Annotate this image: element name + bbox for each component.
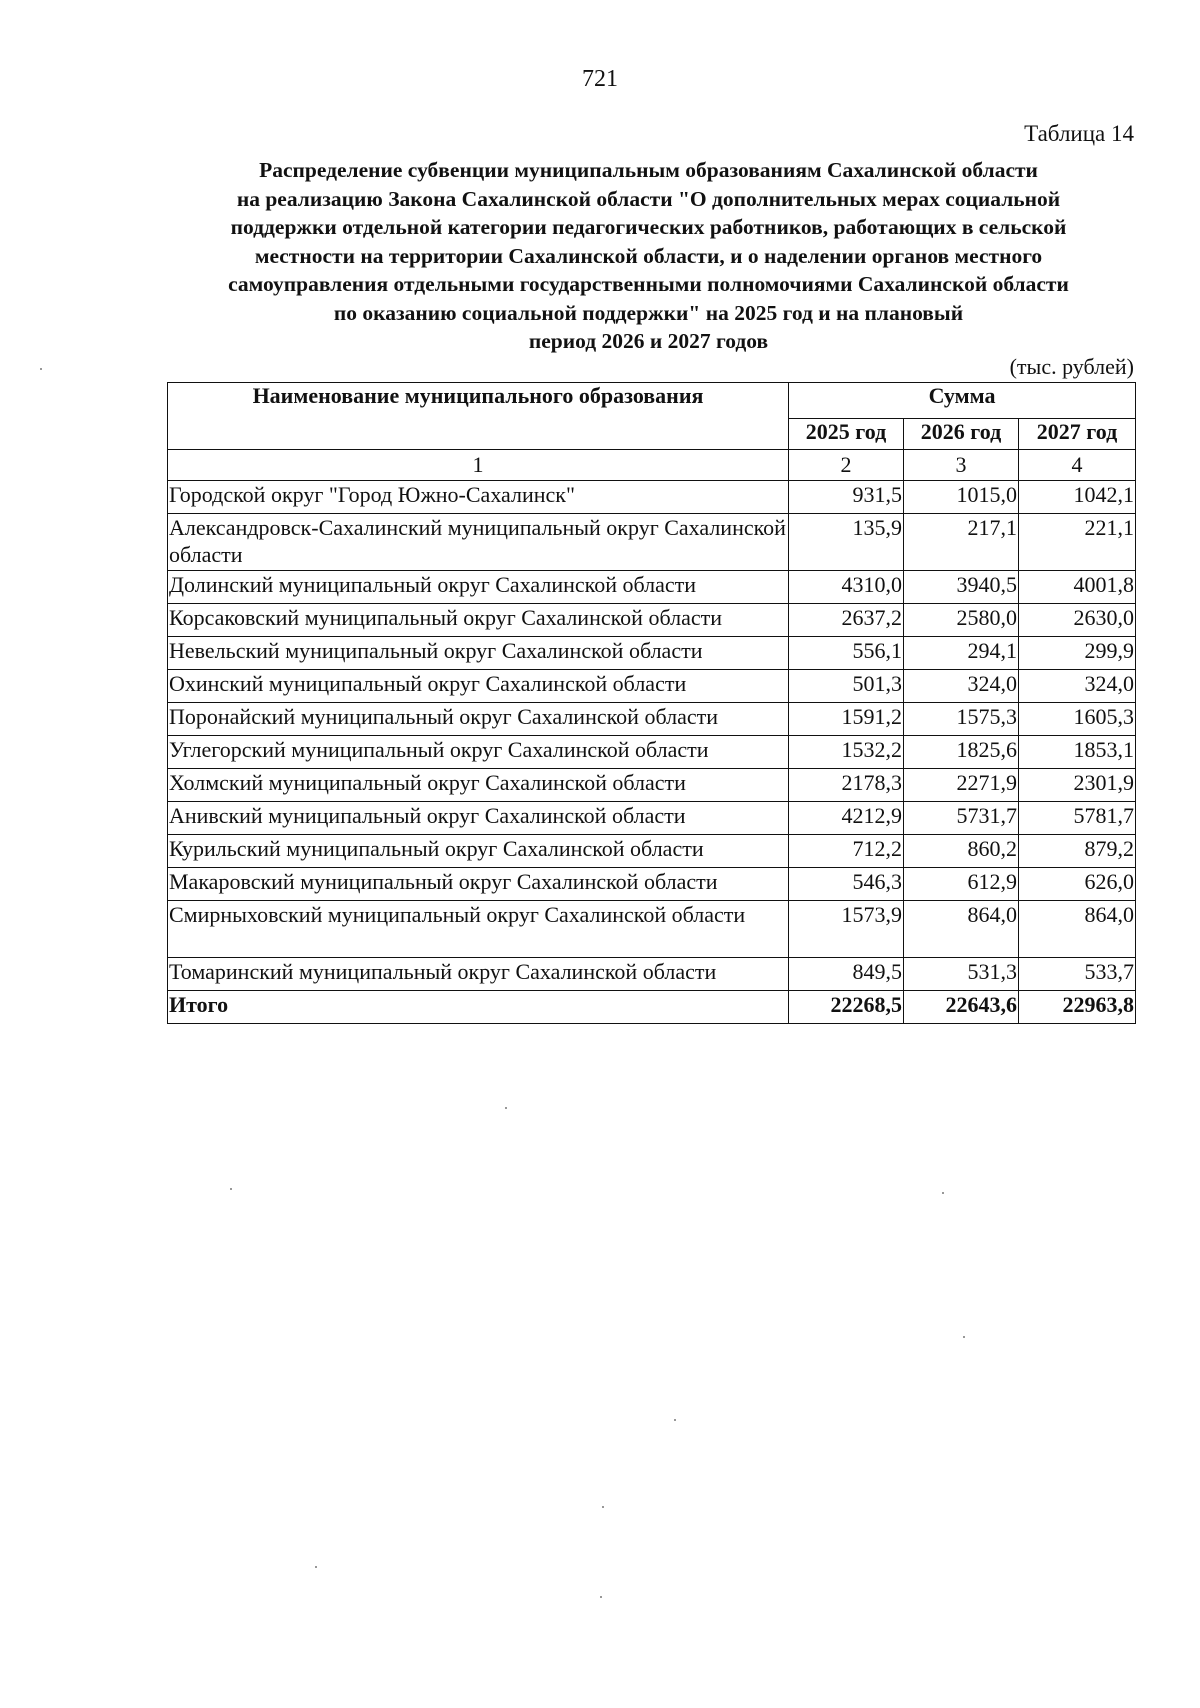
value-2026: 860,2 [904,835,1019,868]
scan-speck [600,1596,602,1598]
value-2027: 626,0 [1019,868,1136,901]
value-2027: 1042,1 [1019,481,1136,514]
column-number: 3 [904,450,1019,481]
value-2027: 864,0 [1019,901,1136,958]
value-2026: 1575,3 [904,703,1019,736]
value-2026: 2271,9 [904,769,1019,802]
scan-speck [315,1566,317,1568]
value-2027: 5781,7 [1019,802,1136,835]
title-line: Распределение субвенции муниципальным образованиям Сахалинской области [259,158,1038,182]
value-2027: 4001,8 [1019,571,1136,604]
table-row [168,637,1136,670]
value-2026: 217,1 [904,514,1019,571]
total-row [168,991,1136,1024]
value-2025: 931,5 [789,481,904,514]
value-2025: 2637,2 [789,604,904,637]
value-2025: 4212,9 [789,802,904,835]
value-2026: 2580,0 [904,604,1019,637]
value-2026: 1825,6 [904,736,1019,769]
value-2025: 4310,0 [789,571,904,604]
table-row [168,835,1136,868]
title-line: самоуправления отдельными государственными полномочиями Сахалинской области [228,272,1069,296]
municipality-name: Поронайский муниципальный округ Сахалинской области [168,703,789,736]
title-line: по оказанию социальной поддержки" на 2025 год и на плановый [333,300,964,325]
value-2026: 294,1 [904,637,1019,670]
table-row [168,736,1136,769]
value-2026: 612,9 [904,868,1019,901]
table-row [168,571,1136,604]
header-year-2025: 2025 год [789,418,904,449]
column-number: 1 [168,450,789,481]
municipality-name: Охинский муниципальный округ Сахалинской области [168,670,789,703]
subvention-table [167,382,1136,1024]
municipality-name: Углегорский муниципальный округ Сахалинской области [168,736,789,769]
units-label: (тыс. рублей) [1009,354,1134,379]
column-number: 4 [1019,450,1136,481]
value-2026: 531,3 [904,958,1019,991]
title-line: поддержки отдельной категории педагогических работников, работающих в сельской [230,215,1067,239]
table-row [168,703,1136,736]
table-row [168,958,1136,991]
table-row [168,802,1136,835]
value-2026: 864,0 [904,901,1019,958]
value-2025: 1532,2 [789,736,904,769]
table-row [168,868,1136,901]
municipality-name: Невельский муниципальный округ Сахалинской области [168,637,789,670]
value-2027: 2630,0 [1019,604,1136,637]
value-2027: 221,1 [1019,514,1136,571]
value-2027: 2301,9 [1019,769,1136,802]
value-2025: 1573,9 [789,901,904,958]
municipality-name: Холмский муниципальный округ Сахалинской области [168,769,789,802]
table-row [168,604,1136,637]
total-2026: 22643,6 [904,991,1019,1024]
value-2025: 546,3 [789,868,904,901]
municipality-name: Смирныховский муниципальный округ Сахалинской области [168,901,789,958]
municipality-name: Томаринский муниципальный округ Сахалинской области [168,958,789,991]
value-2027: 324,0 [1019,670,1136,703]
header-year-2026: 2026 год [904,418,1019,449]
column-number: 2 [789,450,904,481]
page-number: 721 [582,66,618,92]
scan-speck [963,1336,965,1338]
value-2026: 1015,0 [904,481,1019,514]
header-year-2027: 2027 год [1019,418,1136,449]
document-title [160,156,1137,356]
value-2025: 2178,3 [789,769,904,802]
value-2027: 299,9 [1019,637,1136,670]
value-2025: 849,5 [789,958,904,991]
municipality-name: Долинский муниципальный округ Сахалинской области [168,571,789,604]
table-row [168,514,1136,571]
municipality-name: Анивский муниципальный округ Сахалинской области [168,802,789,835]
value-2026: 5731,7 [904,802,1019,835]
value-2025: 556,1 [789,637,904,670]
column-number-row [168,450,1136,481]
scan-speck [505,1107,507,1109]
scan-speck [602,1506,604,1508]
total-2025: 22268,5 [789,991,904,1024]
total-label: Итого [168,991,789,1024]
value-2025: 712,2 [789,835,904,868]
value-2025: 1591,2 [789,703,904,736]
value-2025: 501,3 [789,670,904,703]
total-2027: 22963,8 [1019,991,1136,1024]
scan-speck [40,368,42,370]
municipality-name: Корсаковский муниципальный округ Сахалинской области [168,604,789,637]
table-row [168,769,1136,802]
value-2026: 3940,5 [904,571,1019,604]
header-sum: Сумма [789,383,1136,419]
municipality-name: Курильский муниципальный округ Сахалинской области [168,835,789,868]
title-line: местности на территории Сахалинской области, и о наделении органов местного [254,243,1043,268]
title-line: на реализацию Закона Сахалинской области "О дополнительных мерах социальной [236,186,1061,211]
value-2026: 324,0 [904,670,1019,703]
table-row [168,901,1136,958]
table-label: Таблица 14 [1024,121,1134,146]
value-2027: 533,7 [1019,958,1136,991]
value-2027: 1605,3 [1019,703,1136,736]
header-municipality: Наименование муниципального образования [168,383,789,450]
scan-speck [942,1192,944,1194]
table-row [168,670,1136,703]
municipality-name: Александровск-Сахалинский муниципальный округ Сахалинской области [168,514,789,571]
scan-speck [230,1188,232,1190]
title-line: период 2026 и 2027 годов [528,329,769,353]
table-row [168,481,1136,514]
value-2025: 135,9 [789,514,904,571]
municipality-name: Макаровский муниципальный округ Сахалинской области [168,868,789,901]
municipality-name: Городской округ "Город Южно-Сахалинск" [168,481,789,514]
value-2027: 1853,1 [1019,736,1136,769]
value-2027: 879,2 [1019,835,1136,868]
scan-speck [674,1419,676,1421]
